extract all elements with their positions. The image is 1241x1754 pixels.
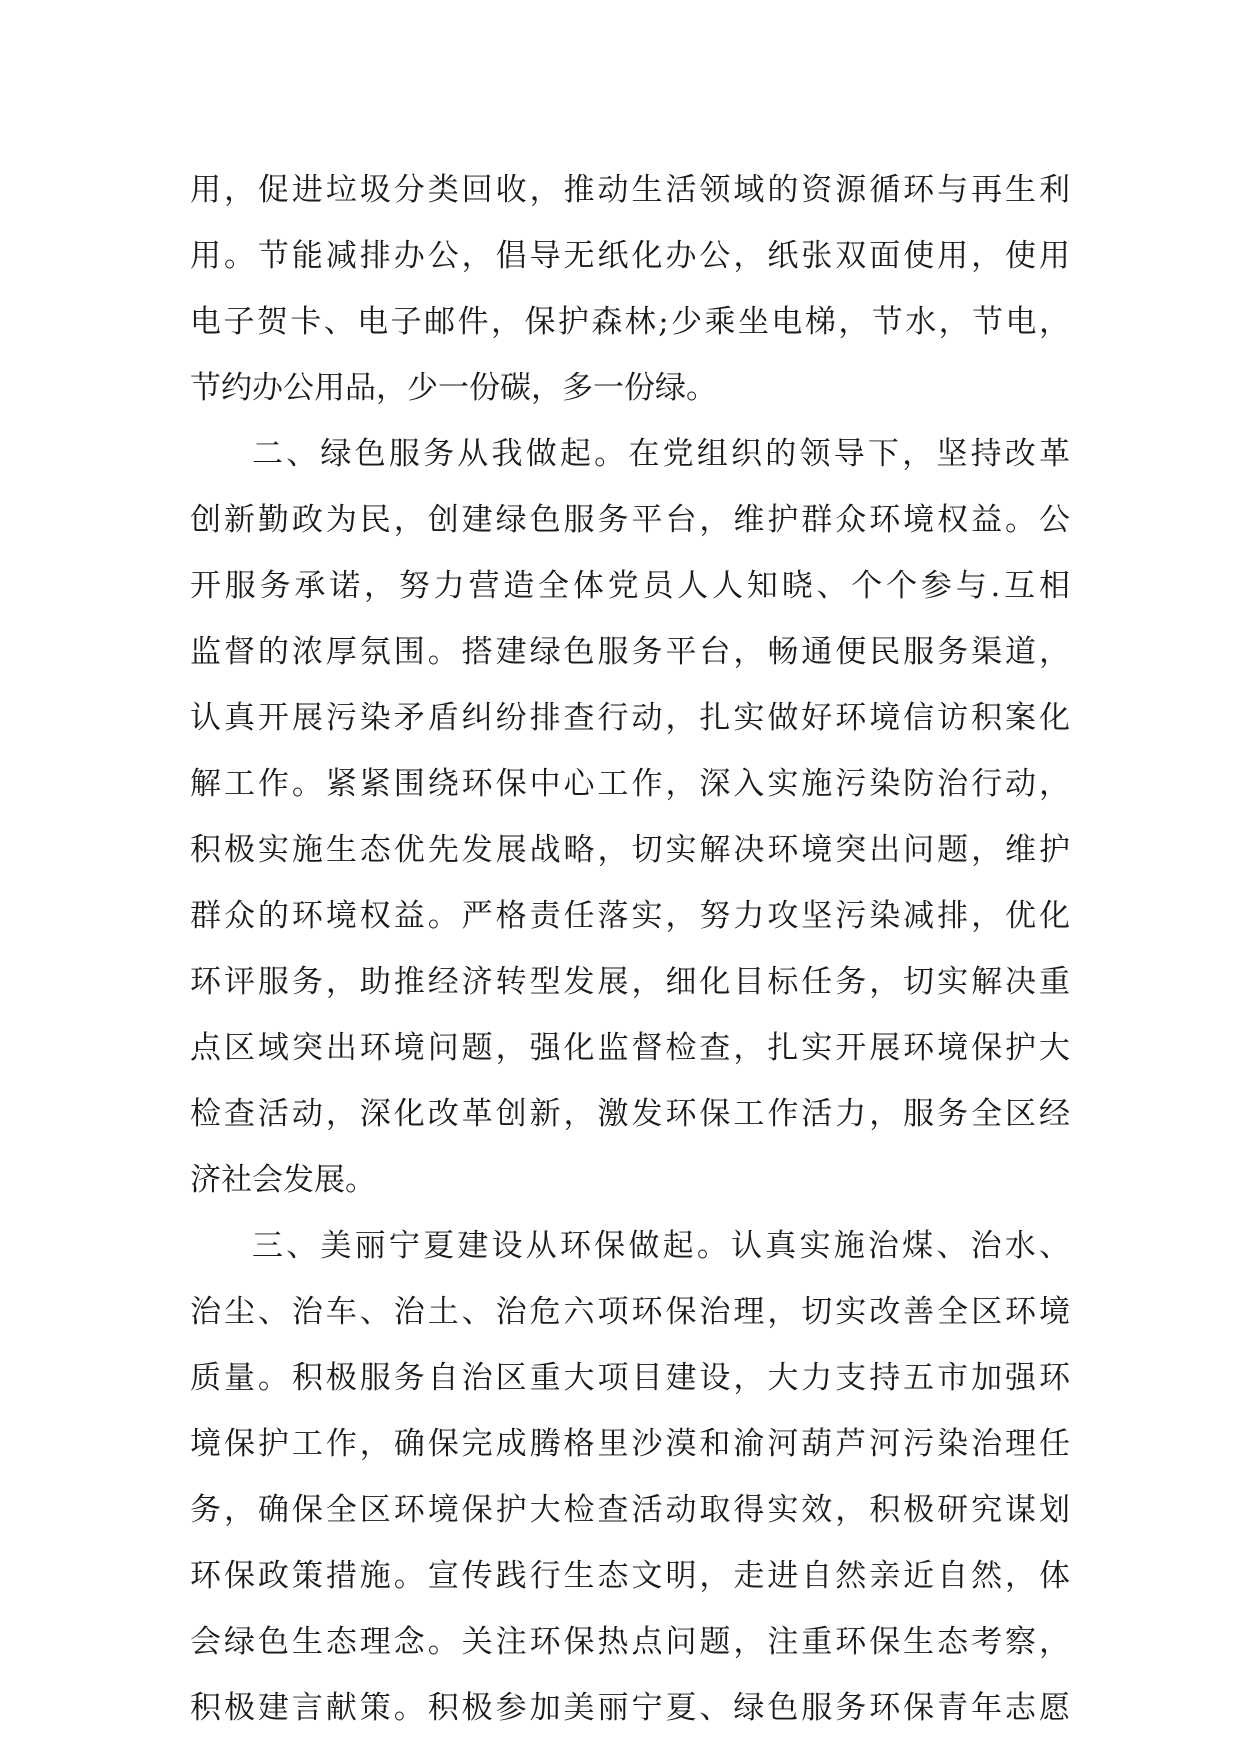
text-line: 境保护工作，确保完成腾格里沙漠和渝河葫芦河污染治理任 xyxy=(190,1426,1070,1462)
paragraph-3 xyxy=(190,1213,1070,1741)
text-line: 检查活动，深化改革创新，激发环保工作活力，服务全区经 xyxy=(190,1096,1070,1132)
text-line: 解工作。紧紧围绕环保中心工作，深入实施污染防治行动， xyxy=(190,766,1070,802)
text-line: 监督的浓厚氛围。搭建绿色服务平台，畅通便民服务渠道， xyxy=(190,634,1070,670)
text-line: 创新勤政为民，创建绿色服务平台，维护群众环境权益。公 xyxy=(190,502,1070,538)
text-line: 环评服务，助推经济转型发展，细化目标任务，切实解决重 xyxy=(190,964,1070,1000)
paragraph-2 xyxy=(190,421,1070,1213)
text-line: 务，确保全区环境保护大检查活动取得实效，积极研究谋划 xyxy=(190,1492,1070,1528)
text-line: 积极实施生态优先发展战略，切实解决环境突出问题，维护 xyxy=(190,832,1070,868)
text-line: 三、美丽宁夏建设从环保做起。认真实施治煤、治水、 xyxy=(252,1228,1070,1264)
text-line: 二、绿色服务从我做起。在党组织的领导下，坚持改革 xyxy=(252,436,1070,472)
document-body xyxy=(190,157,1070,1741)
text-line: 认真开展污染矛盾纠纷排查行动，扎实做好环境信访积案化 xyxy=(190,700,1070,736)
text-line: 济社会发展。 xyxy=(190,1162,376,1198)
text-line: 会绿色生态理念。关注环保热点问题，注重环保生态考察， xyxy=(190,1624,1070,1660)
text-line: 开服务承诺，努力营造全体党员人人知晓、个个参与.互相 xyxy=(190,568,1070,604)
text-line: 点区域突出环境问题，强化监督检查，扎实开展环境保护大 xyxy=(190,1030,1070,1066)
text-line: 环保政策措施。宣传践行生态文明，走进自然亲近自然，体 xyxy=(190,1558,1070,1594)
text-line: 用。节能减排办公，倡导无纸化办公，纸张双面使用，使用 xyxy=(190,238,1070,274)
text-line: 积极建言献策。积极参加美丽宁夏、绿色服务环保青年志愿 xyxy=(190,1690,1070,1726)
paragraph-1 xyxy=(190,157,1070,421)
text-line: 质量。积极服务自治区重大项目建设，大力支持五市加强环 xyxy=(190,1360,1070,1396)
text-line: 节约办公用品，少一份碳，多一份绿。 xyxy=(190,370,717,406)
text-line: 电子贺卡、电子邮件，保护森林;少乘坐电梯，节水，节电， xyxy=(190,304,1070,340)
text-line: 群众的环境权益。严格责任落实，努力攻坚污染减排，优化 xyxy=(190,898,1070,934)
text-line: 用，促进垃圾分类回收，推动生活领域的资源循环与再生利 xyxy=(190,172,1070,208)
text-line: 治尘、治车、治土、治危六项环保治理，切实改善全区环境 xyxy=(190,1294,1070,1330)
